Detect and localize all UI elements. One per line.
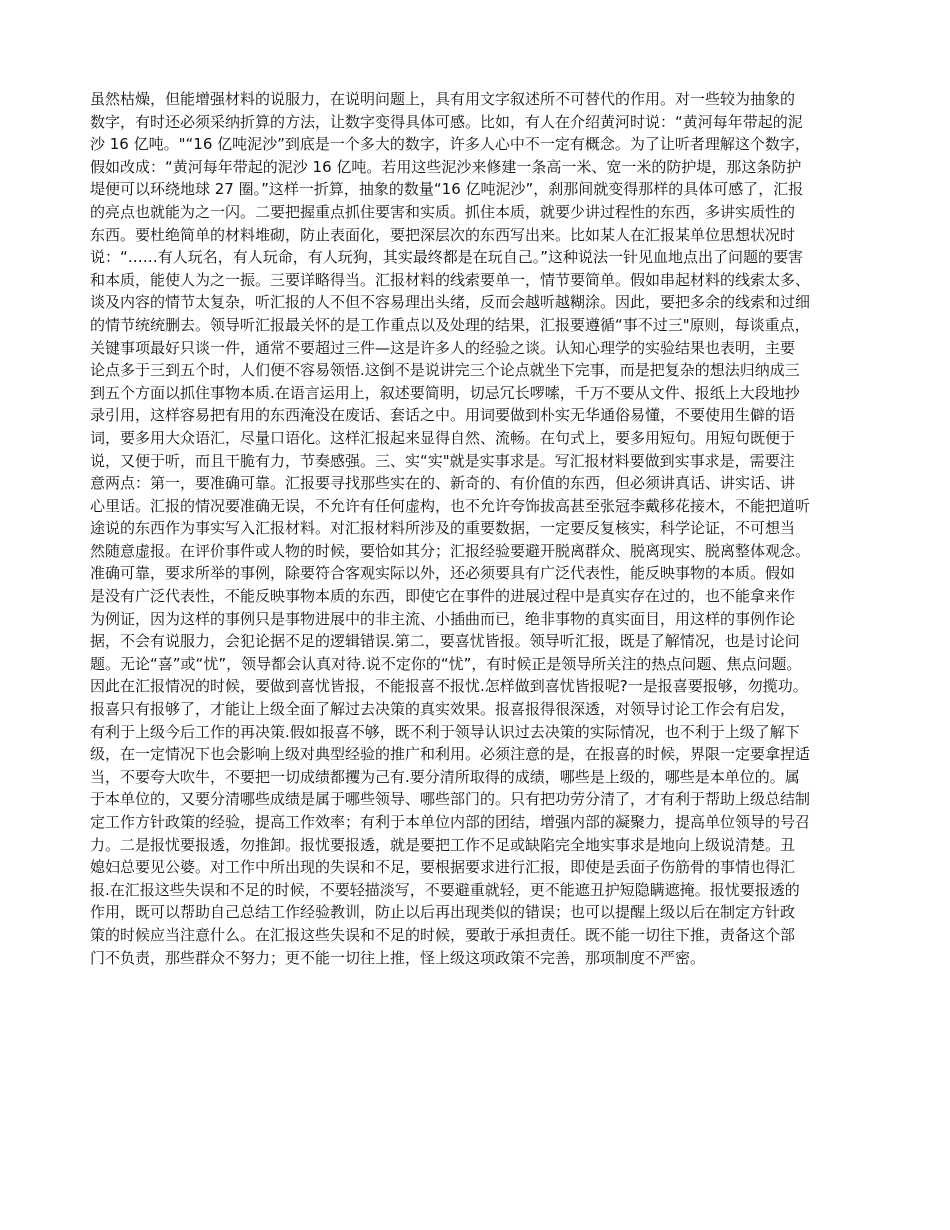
text-line: 媳妇总要见公婆。对工作中所出现的失误和不足，要根据要求进行汇报，即使是丢面子伤筋骨的事情也得汇 — [90, 858, 796, 877]
text-line: 关键事项最好只谈一件，通常不要超过三件—这是许多人的经验之谈。认知心理学的实验结果也表明，主要 — [90, 338, 796, 357]
text-line: 假如改成：“黄河每年带起的泥沙 16 亿吨。若用这些泥沙来修建一条高一米、宽一米的防护堤，那这条防护 — [90, 157, 802, 176]
text-line: 东西。要杜绝简单的材料堆砌，防止表面化，要把深层次的东西写出来。比如某人在汇报某单位思想状况时 — [90, 225, 796, 244]
text-line: 级，在一定情况下也会影响上级对典型经验的推广和利用。必须注意的是，在报喜的时候，界限一定要拿捏适 — [90, 745, 811, 764]
text-line: 意两点：第一，要准确可靠。汇报要寻找那些实在的、新奇的、有价值的东西，但必须讲真话、讲实话、讲 — [90, 474, 796, 493]
text-line: 因此在汇报情况的时候，要做到喜忧皆报，不能报喜不报忧.怎样做到喜忧皆报呢?一是报喜要报够，勿揽功。 — [90, 677, 808, 696]
text-line: 门不负责，那些群众不努力；更不能一切往上推，怪上级这项政策不完善，那项制度不严密。 — [90, 948, 706, 967]
text-line: 沙 16 亿吨。"“16 亿吨泥沙”到底是一个多大的数字，许多人心中不一定有概念。为了让听者理解这个数字， — [90, 135, 810, 154]
text-line: 的情节统统删去。领导听汇报最关怀的是工作重点以及处理的结果，汇报要遵循“事不过三"原则，每谈重点， — [90, 315, 810, 334]
text-line: 说，又便于听，而且干脆有力，节奏感强。三、实“实"就是实事求是。写汇报材料要做到实事求是，需要注 — [90, 451, 795, 470]
text-line: 当，不要夸大吹牛，不要把一切成绩都攫为己有.要分清所取得的成绩，哪些是上级的，哪些是本单位的。属 — [90, 767, 800, 786]
text-line: 于本单位的，又要分清哪些成绩是属于哪些领导、哪些部门的。只有把功劳分清了，才有利于帮助上级总结制 — [90, 790, 811, 809]
text-line: 题。无论“喜”或“忧”，领导都会认真对待.说不定你的“忧”，有时候正是领导所关注的热点问题、焦点问题。 — [90, 654, 802, 673]
text-line: 论点多于三到五个时，人们便不容易领悟.这倒不是说讲完三个论点就坐下完事，而是把复杂的想法归纳成三 — [90, 361, 800, 380]
text-line: 录引用，这样容易把有用的东西淹没在废话、套话之中。用词要做到朴实无华通俗易懂，不要使用生僻的语 — [90, 406, 796, 425]
text-line: 是没有广泛代表性，不能反映事物本质的东西，即使它在事件的进展过程中是真实存在过的，也不能拿来作 — [90, 587, 796, 606]
text-line: 数字，有时还必须采纳折算的方法，让数字变得具体可感。比如，有人在介绍黄河时说：“黄河每年带起的泥 — [90, 112, 803, 131]
text-line: 为例证，因为这样的事例只是事物进展中的非主流、小插曲而已，绝非事物的真实面目，用这样的事例作论 — [90, 609, 796, 628]
text-line: 和本质，能使人为之一振。三要详略得当。汇报材料的线索要单一，情节要简单。假如串起材料的线索太多、 — [90, 270, 811, 289]
text-line: 策的时候应当注意什么。在汇报这些失误和不足的时候，要敢于承担责任。既不能一切往下推，责备这个部 — [90, 925, 796, 944]
text-line: 的亮点也就能为之一闪。二要把握重点抓住要害和实质。抓住本质，就要少讲过程性的东西，多讲实质性的 — [90, 202, 796, 221]
text-line: 虽然枯燥，但能增强材料的说服力，在说明问题上，具有用文字叙述所不可替代的作用。对一些较为抽象的 — [90, 90, 796, 108]
text-line: 谈及内容的情节太复杂，听汇报的人不但不容易理出头绪，反而会越听越糊涂。因此，要把多余的线索和过细 — [90, 293, 811, 312]
text-line: 说：“……有人玩名，有人玩命，有人玩狗，其实最终都是在玩自己。”这种说法一针见血地点出了问题的要害 — [90, 248, 804, 267]
text-line: 力。二是报忧要报透，勿推卸。报忧要报透，就是要把工作不足或缺陷完全地实事求是地向上级说清楚。丑 — [90, 835, 796, 854]
text-line: 报喜只有报够了，才能让上级全面了解过去决策的真实效果。报喜报得很深透，对领导讨论工作会有启发， — [90, 700, 796, 719]
text-line: 准确可靠，要求所举的事例，除要符合客观实际以外，还必须要具有广泛代表性，能反映事物的本质。假如 — [90, 564, 796, 583]
text-line: 途说的东西作为事实写入汇报材料。对汇报材料所涉及的重要数据，一定要反复核实，科学论证，不可想当 — [90, 519, 796, 538]
text-line: 报.在汇报这些失误和不足的时候，不要轻描淡写，不要避重就轻，更不能遮丑护短隐瞒遮掩。报忧要报透的 — [90, 880, 800, 899]
text-line: 然随意虚报。在评价事件或人物的时候，要恰如其分；汇报经验要避开脱离群众、脱离现实、脱离整体观念。 — [90, 541, 811, 560]
text-line: 据，不会有说服力，会犯论据不足的逻辑错误.第二，要喜忧皆报。领导听汇报，既是了解情况，也是讨论问 — [90, 632, 800, 651]
text-line: 定工作方针政策的经验，提高工作效率；有利于本单位内部的团结，增强内部的凝聚力，提高单位领导的号召 — [90, 813, 811, 831]
text-line: 到五个方面以抓住事物本质.在语言运用上，叙述要简明，切忌冗长啰嗦，千万不要从文件、报纸上大段地抄 — [90, 383, 800, 402]
text-line: 作用，既可以帮助自己总结工作经验教训，防止以后再出现类似的错误；也可以提醒上级以后在制定方针政 — [90, 903, 796, 922]
text-line: 词，要多用大众语汇，尽量口语化。这样汇报起来显得自然、流畅。在句式上，要多用短句。用短句既便于 — [90, 428, 796, 447]
text-line: 堤便可以环绕地球 27 圈。”这样一折算，抽象的数量“16 亿吨泥沙”，刹那间就变得那样的具体可感了，汇报 — [90, 180, 804, 199]
document-body — [90, 88, 860, 969]
text-line: 心里话。汇报的情况要准确无误，不允许有任何虚构，也不允许夸饰拔高甚至张冠李戴移花接木，不能把道听 — [90, 496, 811, 515]
text-line: 有利于上级今后工作的再决策.假如报喜不够，既不利于领导认识过去决策的实际情况，也不利于上级了解下 — [90, 722, 800, 741]
